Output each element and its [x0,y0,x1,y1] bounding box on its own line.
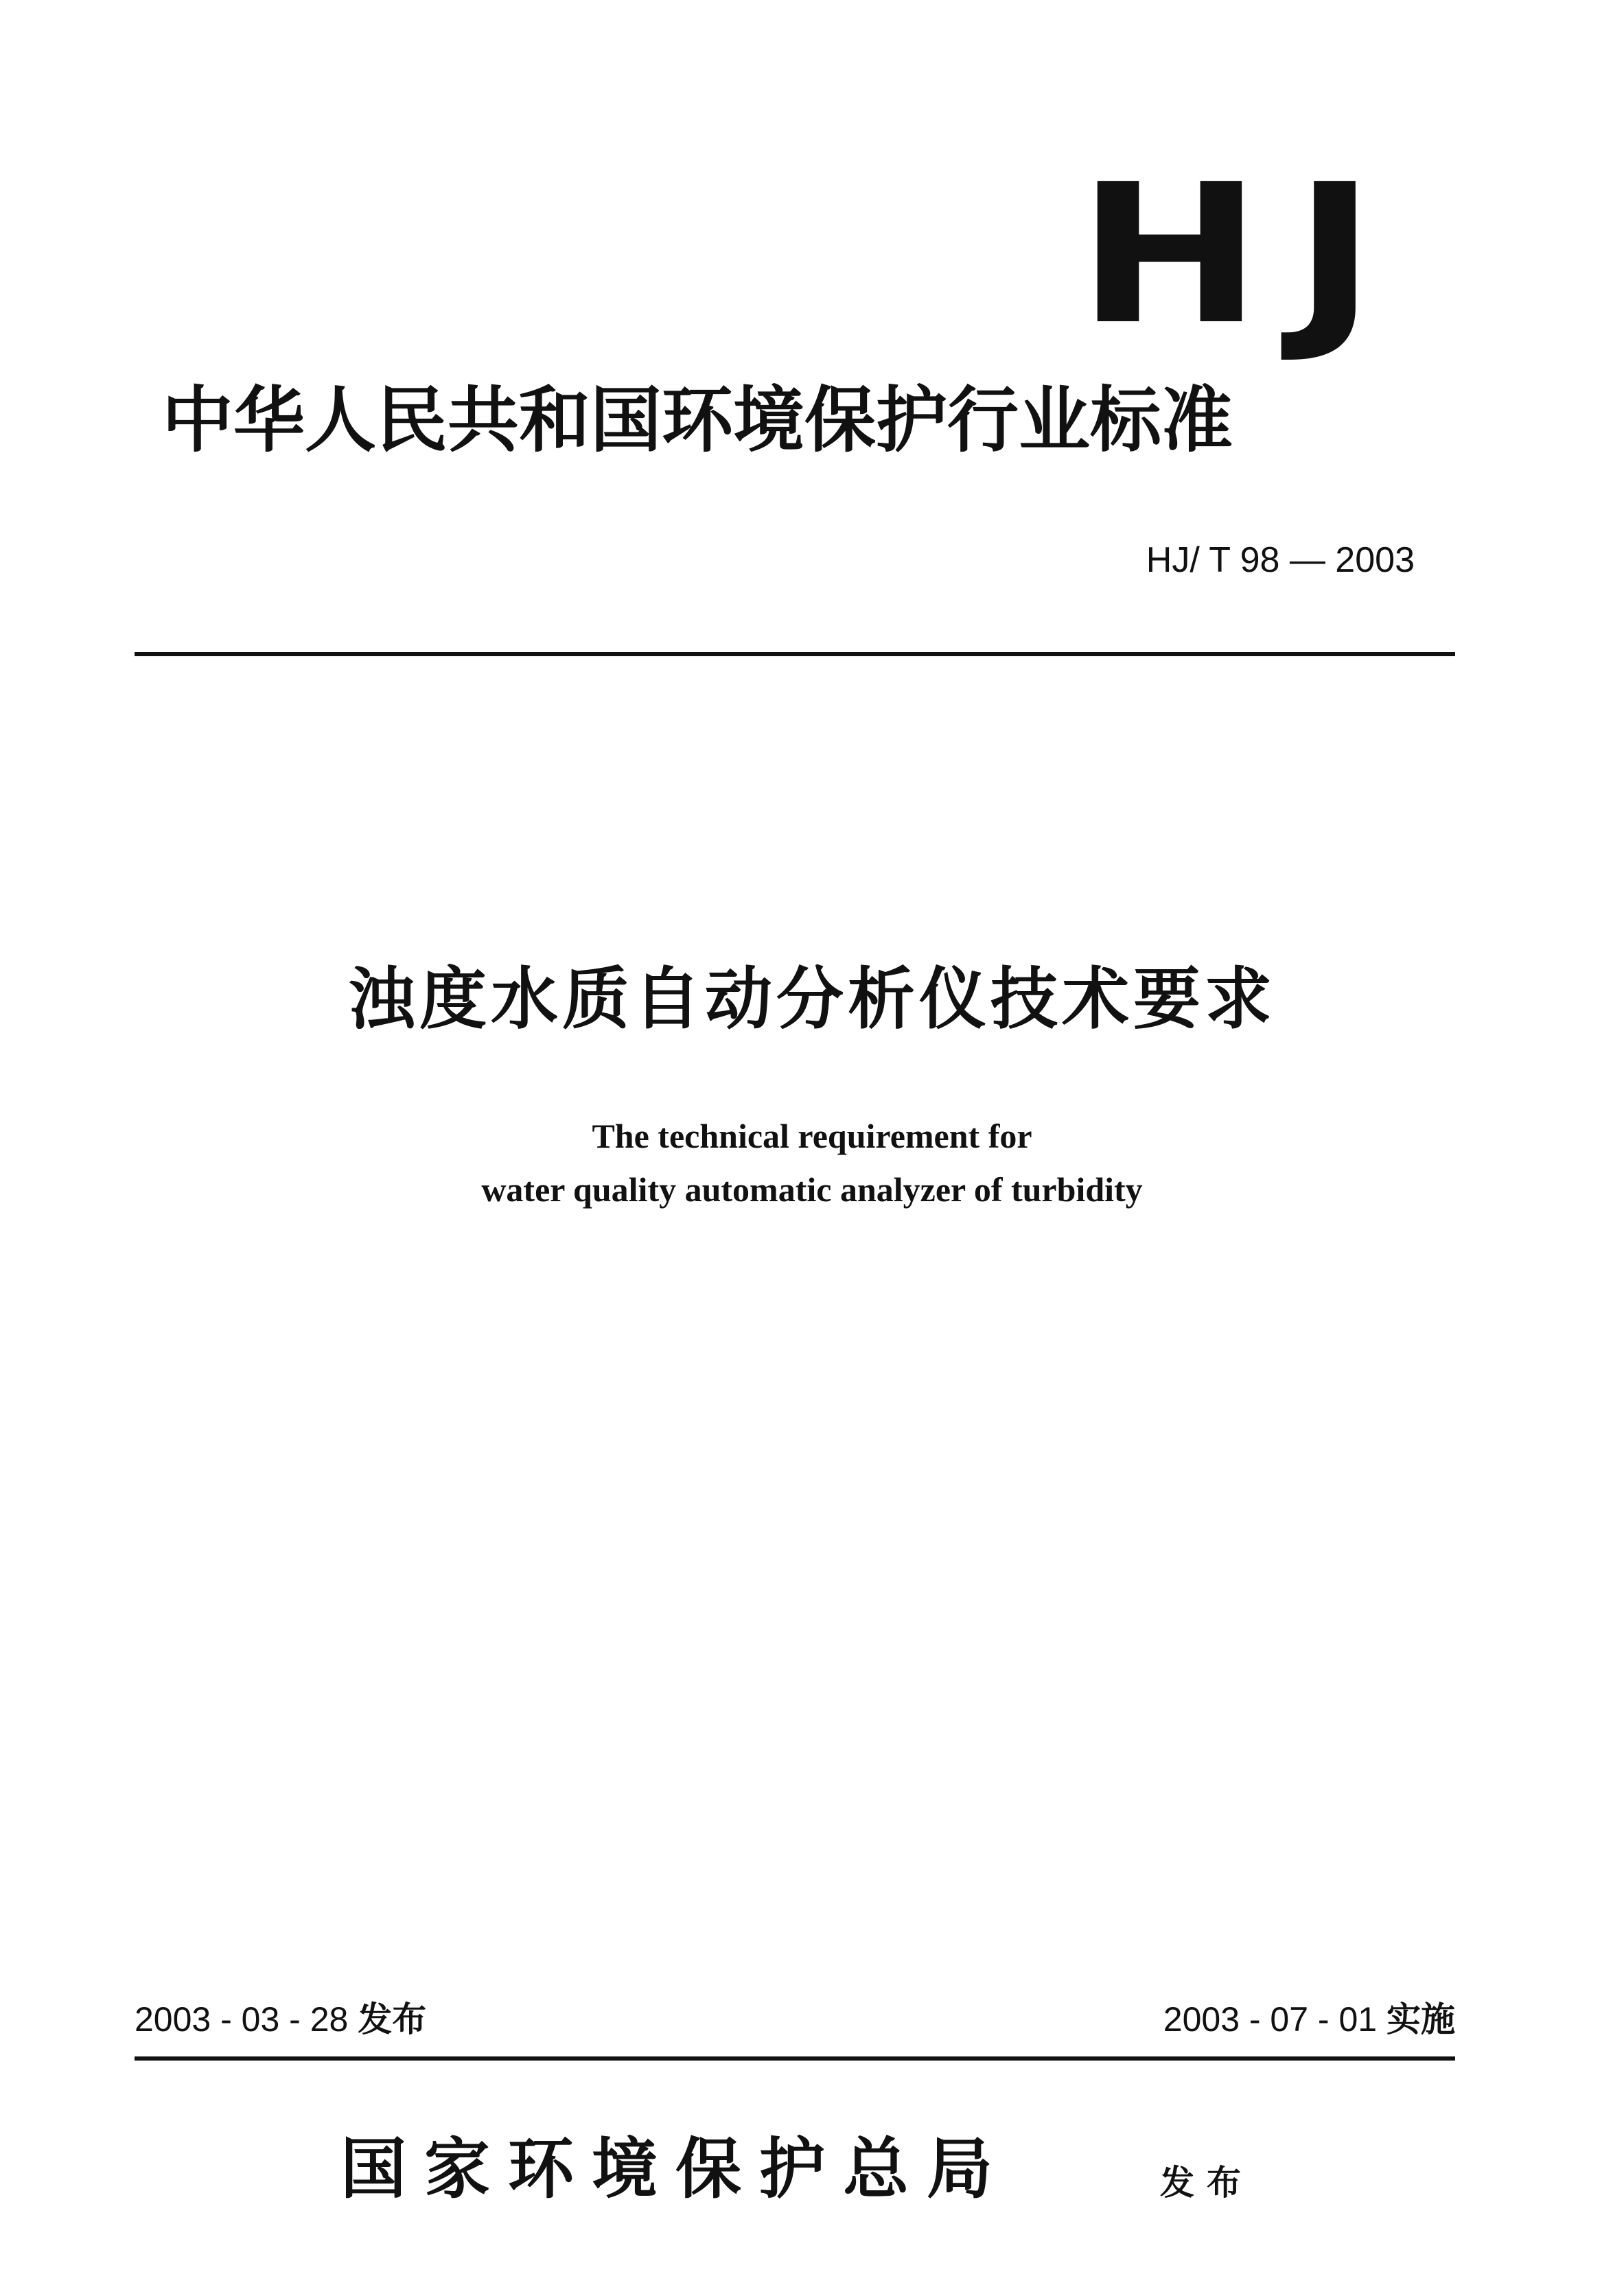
english-title-line-2: water quality automatic analyzer of turbidity [481,1170,1143,1209]
document-title-chinese: 浊度水质自动分析仪技术要求 [347,960,1276,1039]
standard-type-heading: 中华人民共和国环境保护行业标准 [162,378,1233,462]
implementation-date-label: 实施 [1387,2000,1455,2039]
english-title-line-1: The technical requirement for [592,1117,1032,1155]
standard-number: HJ/ T 98 — 2003 [1146,540,1415,580]
issue-date [135,1999,426,2040]
implementation-date [1163,1999,1455,2040]
implementation-date-value: 2003 - 07 - 01 [1163,2000,1378,2039]
issue-date-value: 2003 - 03 - 28 [135,2000,349,2039]
hj-logo: HJ [1077,143,1408,367]
top-divider [135,652,1455,656]
bottom-divider [135,2056,1455,2061]
document-title-english [0,1109,1624,1216]
publisher-suffix: 发布 [1160,2162,1253,2203]
issue-date-label: 发布 [358,2000,427,2039]
publisher-name: 国家环境保护总局 [340,2130,1010,2207]
